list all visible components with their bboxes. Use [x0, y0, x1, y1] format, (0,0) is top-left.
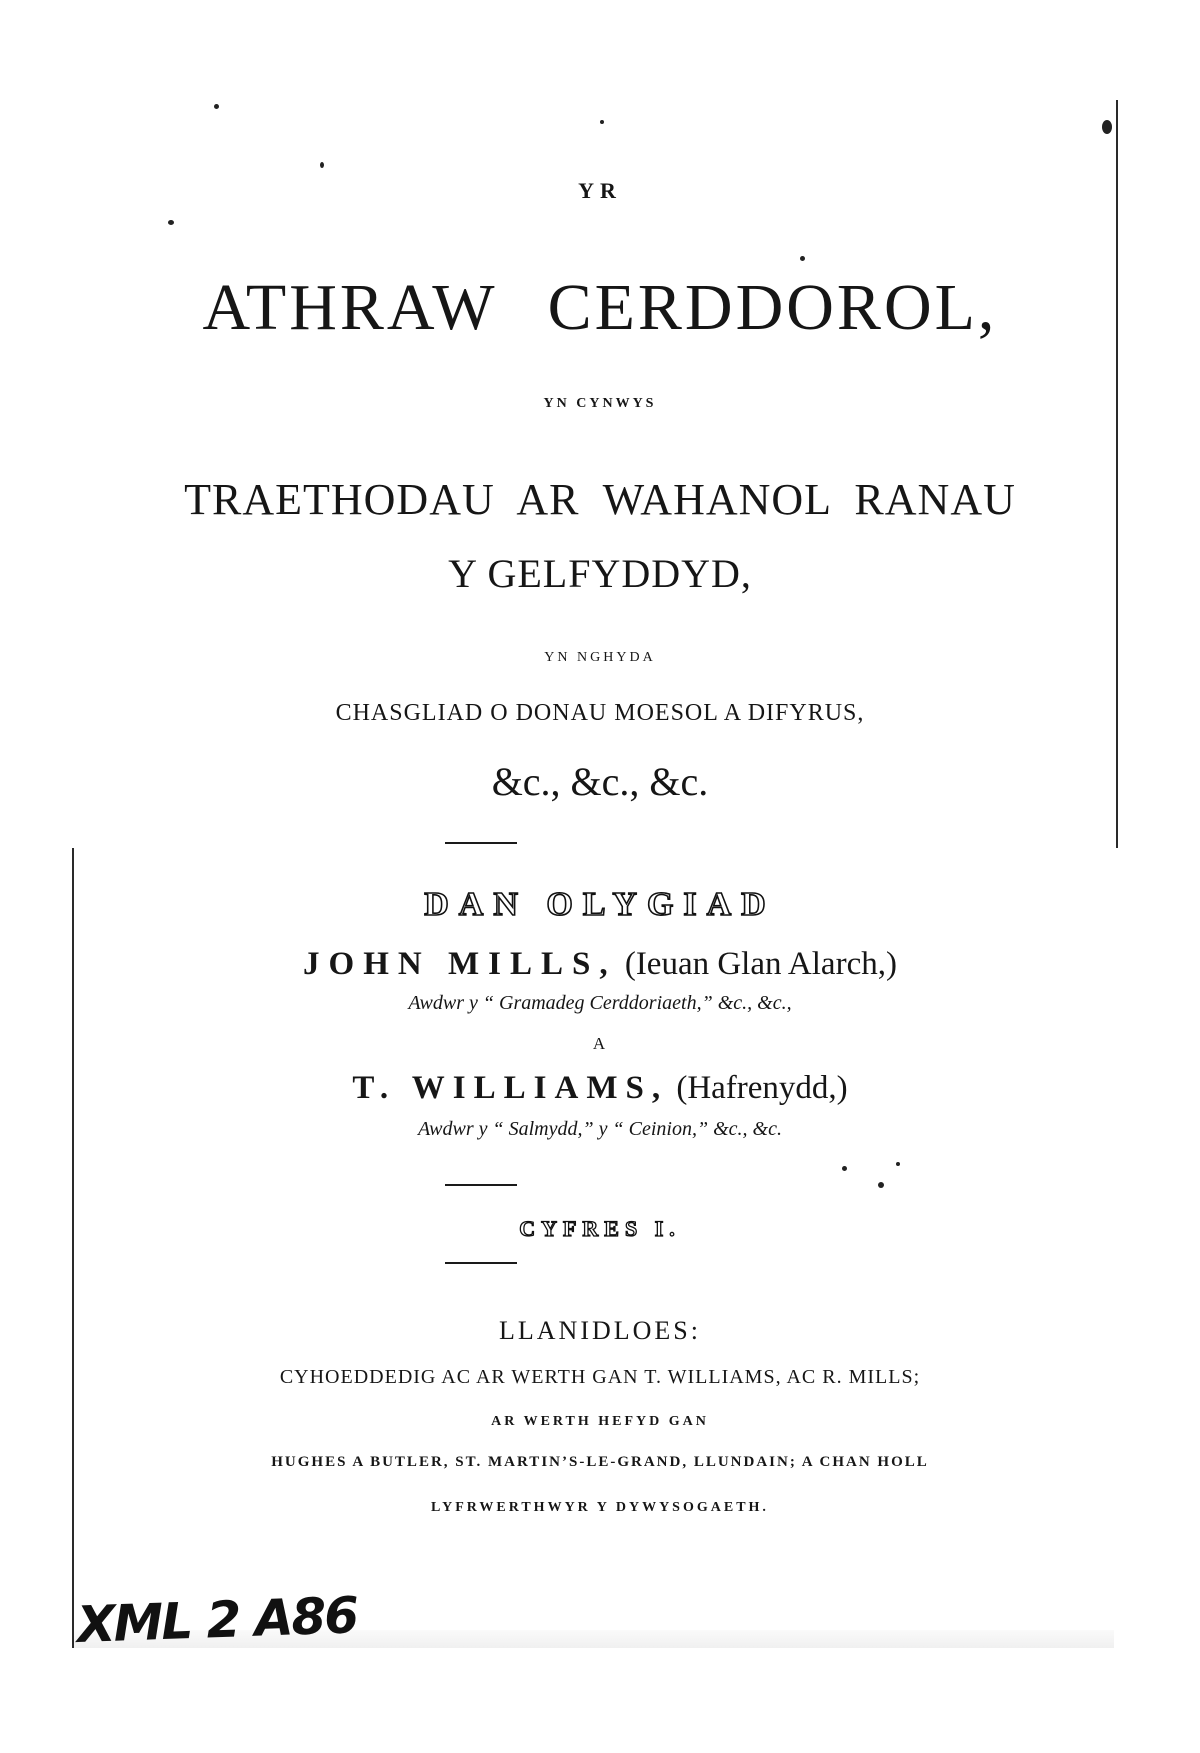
- scan-speck: [214, 104, 219, 109]
- main-title: [0, 270, 1200, 346]
- also-sold-line: AR WERTH HEFYD GAN: [491, 1414, 709, 1429]
- editor1-credit: Awdwr y “ Gramadeg Cerddoriaeth,” &c., &c.,: [408, 992, 792, 1014]
- seller-line: HUGHES A BUTLER, ST. MARTIN’S-LE-GRAND, LLUNDAIN; A CHAN HOLL: [271, 1454, 929, 1470]
- editorship-heading: DAN OLYGIAD: [424, 886, 776, 923]
- scan-speck: [168, 220, 174, 225]
- conjunction: A: [592, 1034, 608, 1053]
- divider-rule: [445, 1262, 517, 1264]
- editor2-credit: Awdwr y “ Salmydd,” y “ Ceinion,” &c., &c.: [418, 1118, 782, 1140]
- pre-title: YR: [578, 178, 622, 203]
- place-of-publication: LLANIDLOES:: [499, 1316, 701, 1345]
- editor1-bardic-name: (Ieuan Glan Alarch,): [624, 946, 897, 982]
- scan-speck: [600, 120, 604, 124]
- scan-speck: [1102, 120, 1112, 134]
- volume-label: CYFRES I.: [519, 1216, 681, 1241]
- subject-line-1: TRAETHODAU AR WAHANOL RANAU: [184, 475, 1016, 524]
- editor1-line: [0, 946, 1200, 983]
- title-word-athraw: ATHRAW: [202, 271, 498, 344]
- divider-rule: [445, 842, 517, 844]
- scan-speck: [800, 256, 805, 261]
- yn-nghyda-line: YN NGHYDA: [544, 650, 656, 665]
- yn-cynwys-line: YN CYNWYS: [543, 396, 657, 411]
- collection-line: CHASGLIAD O DONAU MOESOL A DIFYRUS,: [335, 700, 865, 726]
- editor2-bardic-name: (Hafrenydd,): [676, 1070, 848, 1106]
- booksellers-line: LYFRWERTHWYR Y DYWYSOGAETH.: [431, 1500, 769, 1515]
- scan-speck: [842, 1166, 847, 1171]
- etc-line: &c., &c., &c.: [491, 759, 709, 804]
- handwritten-shelfmark: XML 2 A86: [76, 1586, 358, 1654]
- scan-speck: [320, 162, 324, 168]
- scan-speck: [878, 1182, 884, 1188]
- editor2-name: T. WILLIAMS,: [352, 1070, 669, 1106]
- scan-speck: [896, 1162, 900, 1166]
- editor2-line: [0, 1070, 1200, 1107]
- divider-rule: [445, 1184, 517, 1186]
- editor1-name: JOHN MILLS,: [303, 946, 617, 982]
- subject-line-2: Y GELFYDDYD,: [448, 551, 752, 596]
- publisher-line: CYHOEDDEDIG AC AR WERTH GAN T. WILLIAMS, AC R. MILLS;: [279, 1366, 921, 1388]
- title-word-cerddorol: CERDDOROL,: [547, 271, 998, 344]
